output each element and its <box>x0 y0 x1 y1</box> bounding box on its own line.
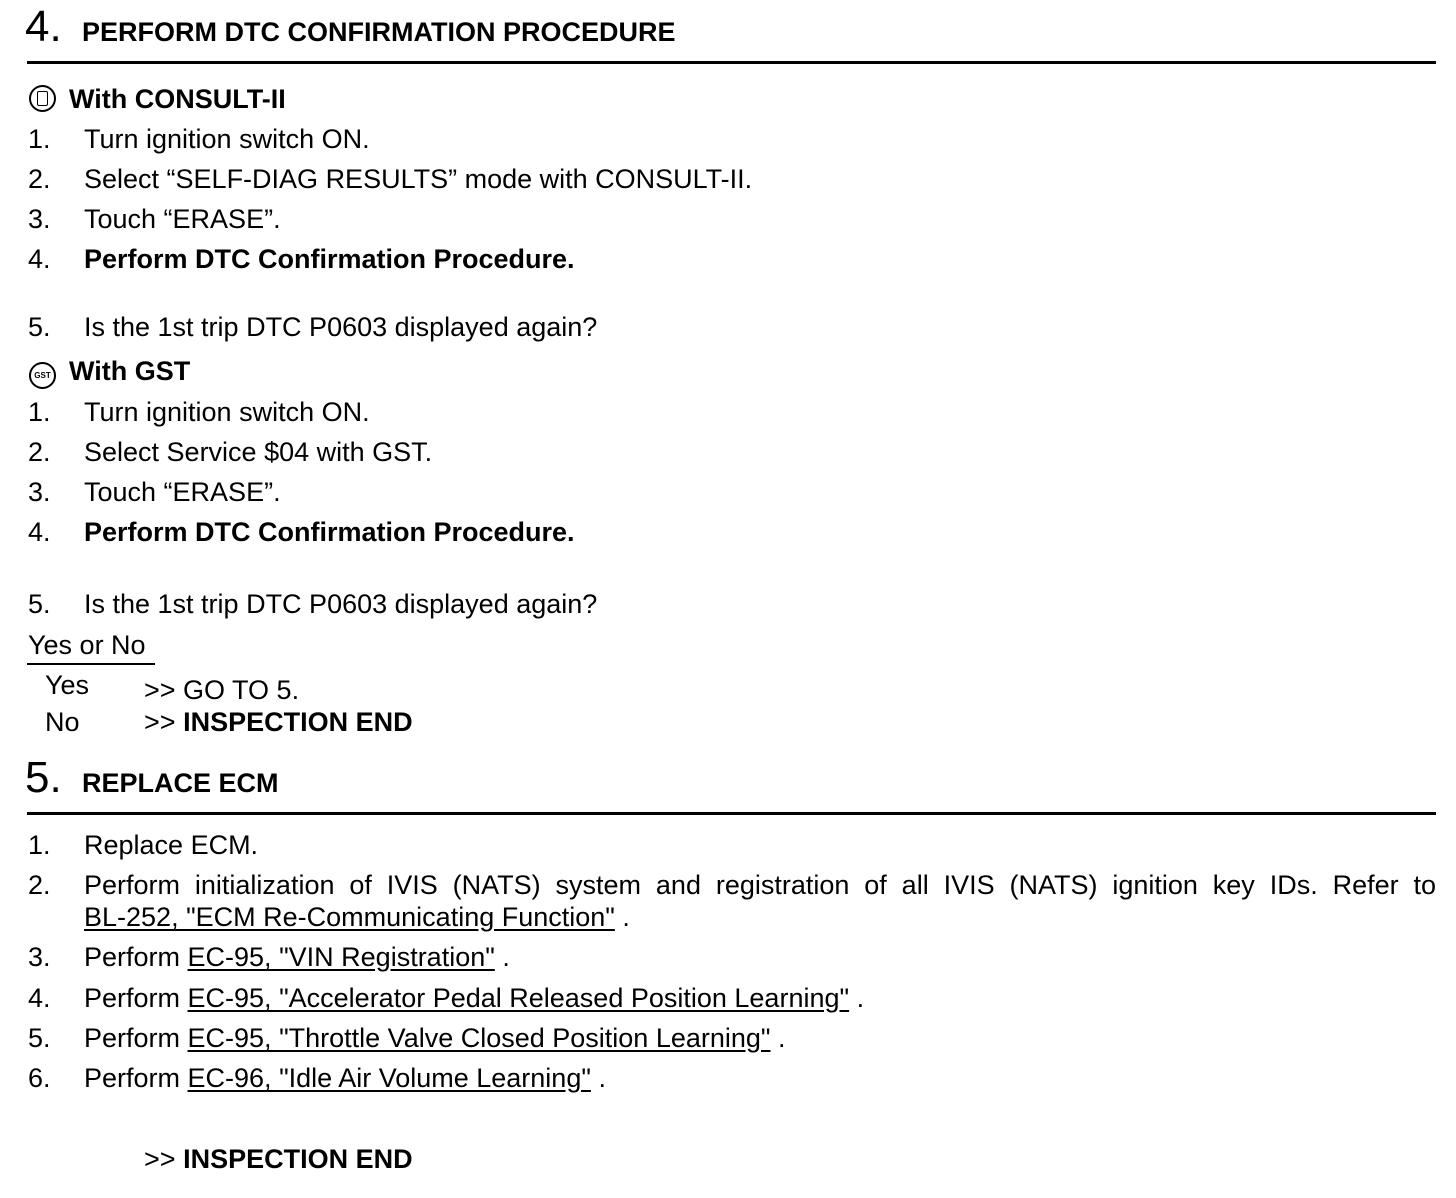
consult-item-5-text: Is the 1st trip DTC P0603 displayed again? <box>84 312 598 342</box>
consult-item-5-number: 5. <box>28 312 51 342</box>
gst-icon: GST <box>29 362 56 389</box>
link-bl-252[interactable]: BL-252, "ECM Re-Communicating Function" <box>84 902 615 932</box>
ecm-item-4-number: 4. <box>28 983 51 1013</box>
gst-item-1-number: 1. <box>28 397 51 427</box>
gst-item-4-number: 4. <box>28 517 51 547</box>
ecm-item-5-number: 5. <box>28 1023 51 1053</box>
ecm-item-1-number: 1. <box>28 830 51 860</box>
gst-item-5-text: Is the 1st trip DTC P0603 displayed again? <box>84 589 598 619</box>
yes-label: Yes <box>45 670 90 700</box>
consult-item-2-number: 2. <box>28 164 51 194</box>
yes-or-no-underline <box>27 663 155 665</box>
gst-item-3-text: Touch “ERASE”. <box>84 477 281 507</box>
ecm-item-6-text: Perform EC-96, "Idle Air Volume Learning" . <box>84 1063 606 1093</box>
consult-item-4-text: Perform DTC Confirmation Procedure. <box>84 244 575 274</box>
consult-item-1-number: 1. <box>28 124 51 154</box>
ecm-item-2-ref: BL-252, "ECM Re-Communicating Function" . <box>84 902 630 932</box>
ecm-item-2-number: 2. <box>28 870 51 900</box>
ecm-item-3-number: 3. <box>28 942 51 972</box>
consult-tool-icon <box>29 85 56 112</box>
gst-heading: With GST <box>69 356 191 386</box>
gst-item-2-text: Select Service $04 with GST. <box>84 437 433 467</box>
ecm-item-4-text: Perform EC-95, "Accelerator Pedal Released Position Learning" . <box>84 983 865 1013</box>
ecm-item-5-text: Perform EC-95, "Throttle Valve Closed Position Learning" . <box>84 1023 786 1053</box>
consult-item-1-text: Turn ignition switch ON. <box>84 124 370 154</box>
no-label: No <box>45 707 80 737</box>
step-4-number: 4. <box>25 2 62 51</box>
gst-item-4-text: Perform DTC Confirmation Procedure. <box>84 517 575 547</box>
link-ec-95-accelerator-pedal[interactable]: EC-95, "Accelerator Pedal Released Position Learning" <box>187 983 850 1013</box>
gst-item-1-text: Turn ignition switch ON. <box>84 397 370 427</box>
step-5-title: REPLACE ECM <box>82 768 279 798</box>
link-ec-95-throttle-valve[interactable]: EC-95, "Throttle Valve Closed Position Learning" <box>187 1023 771 1053</box>
gst-item-3-number: 3. <box>28 477 51 507</box>
gst-item-5-number: 5. <box>28 589 51 619</box>
consult-item-3-text: Touch “ERASE”. <box>84 204 281 234</box>
yes-action: >> GO TO 5. <box>144 675 300 705</box>
consult-item-4-number: 4. <box>28 244 51 274</box>
no-action: >> INSPECTION END <box>144 707 413 737</box>
consult-item-3-number: 3. <box>28 204 51 234</box>
ecm-item-1-text: Replace ECM. <box>84 830 259 860</box>
yes-or-no-heading: Yes or No <box>28 630 146 660</box>
step-5-number: 5. <box>25 753 62 802</box>
consult-item-2-text: Select “SELF-DIAG RESULTS” mode with CONSULT-II. <box>84 164 753 194</box>
step-5-divider <box>27 812 1436 815</box>
ecm-item-3-text: Perform EC-95, "VIN Registration" . <box>84 942 510 972</box>
link-ec-96-idle-air-volume[interactable]: EC-96, "Idle Air Volume Learning" <box>187 1063 591 1093</box>
link-ec-95-vin-registration[interactable]: EC-95, "VIN Registration" <box>187 942 495 972</box>
consult-heading: With CONSULT-II <box>69 84 286 114</box>
step-4-title: PERFORM DTC CONFIRMATION PROCEDURE <box>82 17 676 47</box>
ecm-item-2-text: Perform initialization of IVIS (NATS) system and registration of all IVIS (NATS) ignition key IDs. Refer to <box>84 870 1436 900</box>
inspection-end: >> INSPECTION END <box>144 1144 413 1174</box>
gst-item-2-number: 2. <box>28 437 51 467</box>
step-4-divider <box>27 61 1436 64</box>
ecm-item-6-number: 6. <box>28 1063 51 1093</box>
